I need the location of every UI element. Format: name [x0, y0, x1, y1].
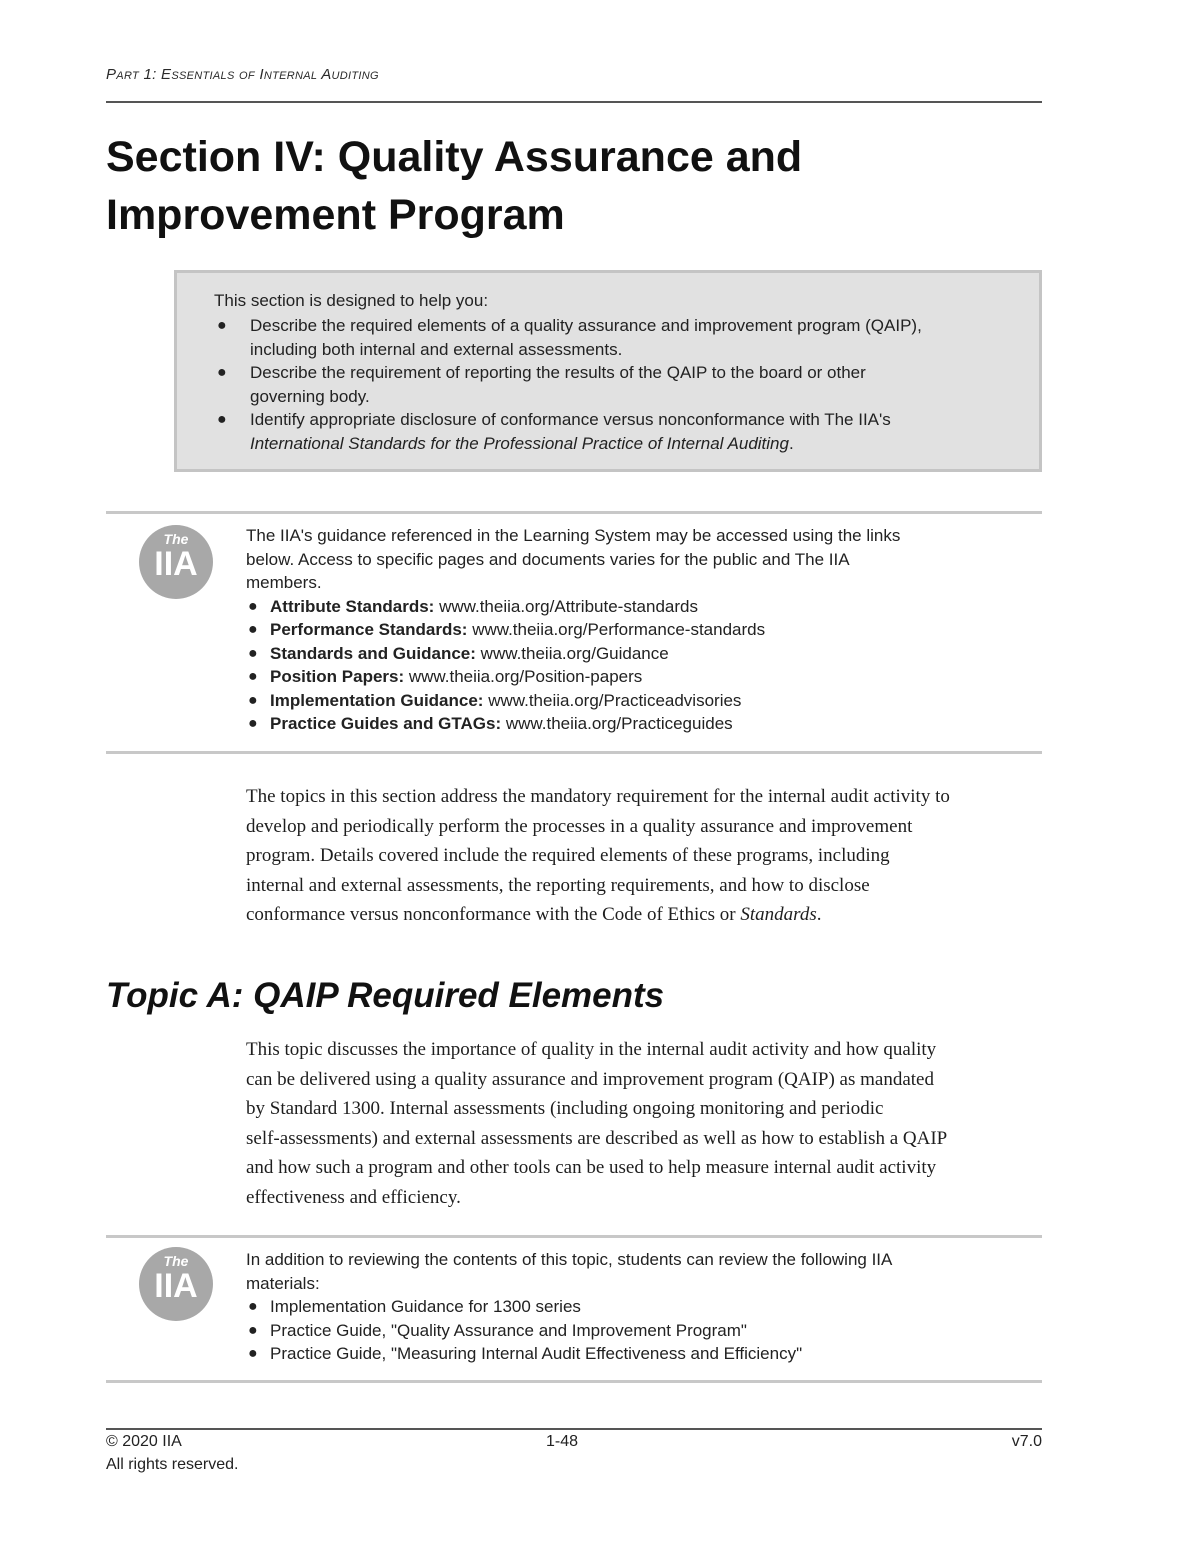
guidance-link-item[interactable]: ● Attribute Standards: www.theiia.org/Attribute-standards: [246, 595, 1036, 619]
bullet-icon: ●: [248, 597, 258, 615]
guidance-link-item[interactable]: ● Position Papers: www.theiia.org/Position-papers: [246, 665, 1036, 689]
guidance-link-url[interactable]: www.theiia.org/Attribute-standards: [439, 596, 698, 616]
topic-title: Topic A: QAIP Required Elements: [106, 976, 665, 1015]
topic-paragraph: This topic discusses the importance of quality in the internal audit activity and how quality can be delivered using a quality assurance and improvement program (QAIP) as mandated by Standard 1300. Internal assessments (including ongoing monitoring and periodic self-assessments) and external assessments are described as well as how to establish a QAIP and how such a program and other tools can be used to help measure internal audit activity effectiveness and efficiency.: [246, 1039, 948, 1208]
section-intro-paragraph: The topics in this section address the mandatory requirement for the internal audit activity to develop and periodically perform the processes in a quality assurance and improvement program. Details covered include the required elements of these programs, including internal and external assessments, the reporting requirements, and how to disclose conformance versus nonconformance with the Code of Ethics or Standards.: [246, 786, 950, 925]
bullet-icon: ●: [248, 715, 258, 732]
guidance-link-item[interactable]: ● Practice Guides and GTAGs: www.theiia.org/Practiceguides: [246, 712, 1036, 736]
materials-content: [246, 1248, 1036, 1366]
objectives-intro: This section is designed to help you:: [214, 291, 489, 310]
guidance-intro-line: members.: [246, 573, 322, 592]
materials-item: ● Practice Guide, "Measuring Internal Audit Effectiveness and Efficiency": [246, 1342, 1036, 1366]
bullet-icon: ●: [248, 621, 258, 638]
bullet-icon: ●: [248, 668, 258, 685]
objective-item: ● Describe the requirement of reporting the results of the QAIP to the board or other governing body.: [217, 363, 866, 406]
guidance-intro-line: The IIA's guidance referenced in the Learning System may be accessed using the links: [246, 526, 901, 545]
footer-rights: All rights reserved.: [106, 1456, 239, 1473]
bullet-icon: ●: [217, 364, 227, 381]
objectives-list: [214, 314, 1014, 455]
guidance-link-url[interactable]: www.theiia.org/Performance-standards: [472, 620, 766, 639]
guidance-link-url[interactable]: www.theiia.org/Practiceguides: [505, 714, 733, 733]
bullet-icon: ●: [248, 691, 258, 709]
materials-top-rule: [106, 1235, 1042, 1238]
guidance-top-rule: [106, 511, 1042, 514]
iia-logo-icon: The IIA: [139, 1247, 213, 1321]
materials-bottom-rule: [106, 1380, 1042, 1383]
materials-item: ● Practice Guide, "Quality Assurance and Improvement Program": [246, 1319, 1036, 1343]
materials-intro-line: materials:: [246, 1273, 320, 1293]
footer-version: v7.0: [1011, 1433, 1042, 1450]
guidance-bottom-rule: [106, 751, 1042, 754]
footer-page-number: 1-48: [546, 1433, 579, 1450]
materials-list: [246, 1295, 1036, 1366]
guidance-intro-line: below. Access to specific pages and documents varies for the public and The IIA: [246, 549, 850, 569]
guidance-link-list: [246, 595, 1036, 736]
section-title-line-1: Section IV: Quality Assurance and: [106, 133, 803, 181]
objectives-box: [174, 270, 1042, 472]
guidance-link-url[interactable]: www.theiia.org/Position-papers: [408, 667, 643, 686]
guidance-link-item[interactable]: ● Standards and Guidance: www.theiia.org/Guidance: [246, 642, 1036, 666]
section-title: [106, 128, 1006, 244]
footer-copyright: © 2020 IIA: [106, 1433, 182, 1450]
running-header: Part 1: Essentials of Internal Auditing: [106, 66, 379, 83]
objective-item: ● Identify appropriate disclosure of conformance versus nonconformance with The IIA's International Standards for the Professional Practice of Internal Auditing.: [217, 410, 891, 453]
footer-rule: [106, 1428, 1042, 1430]
guidance-link-url[interactable]: www.theiia.org/Practiceadvisories: [488, 690, 742, 710]
guidance-link-item[interactable]: ● Implementation Guidance: www.theiia.org/Practiceadvisories: [246, 689, 1036, 713]
guidance-content: [246, 524, 1036, 736]
guidance-link-url[interactable]: www.theiia.org/Guidance: [480, 643, 669, 663]
bullet-icon: ●: [248, 1345, 258, 1362]
bullet-icon: ●: [248, 644, 258, 662]
objective-item: ● Describe the required elements of a quality assurance and improvement program (QAIP), including both internal and external assessments.: [217, 316, 922, 359]
bullet-icon: ●: [217, 317, 227, 334]
guidance-link-item[interactable]: ● Performance Standards: www.theiia.org/Performance-standards: [246, 618, 1036, 642]
bullet-icon: ●: [217, 411, 227, 428]
header-rule: [106, 101, 1042, 103]
materials-intro-line: In addition to reviewing the contents of this topic, students can review the following IIA: [246, 1250, 893, 1269]
bullet-icon: ●: [248, 1321, 258, 1339]
bullet-icon: ●: [248, 1298, 258, 1315]
materials-item: ● Implementation Guidance for 1300 series: [246, 1295, 1036, 1319]
section-title-line-2: Improvement Program: [106, 191, 565, 239]
iia-logo-icon: The IIA: [139, 525, 213, 599]
